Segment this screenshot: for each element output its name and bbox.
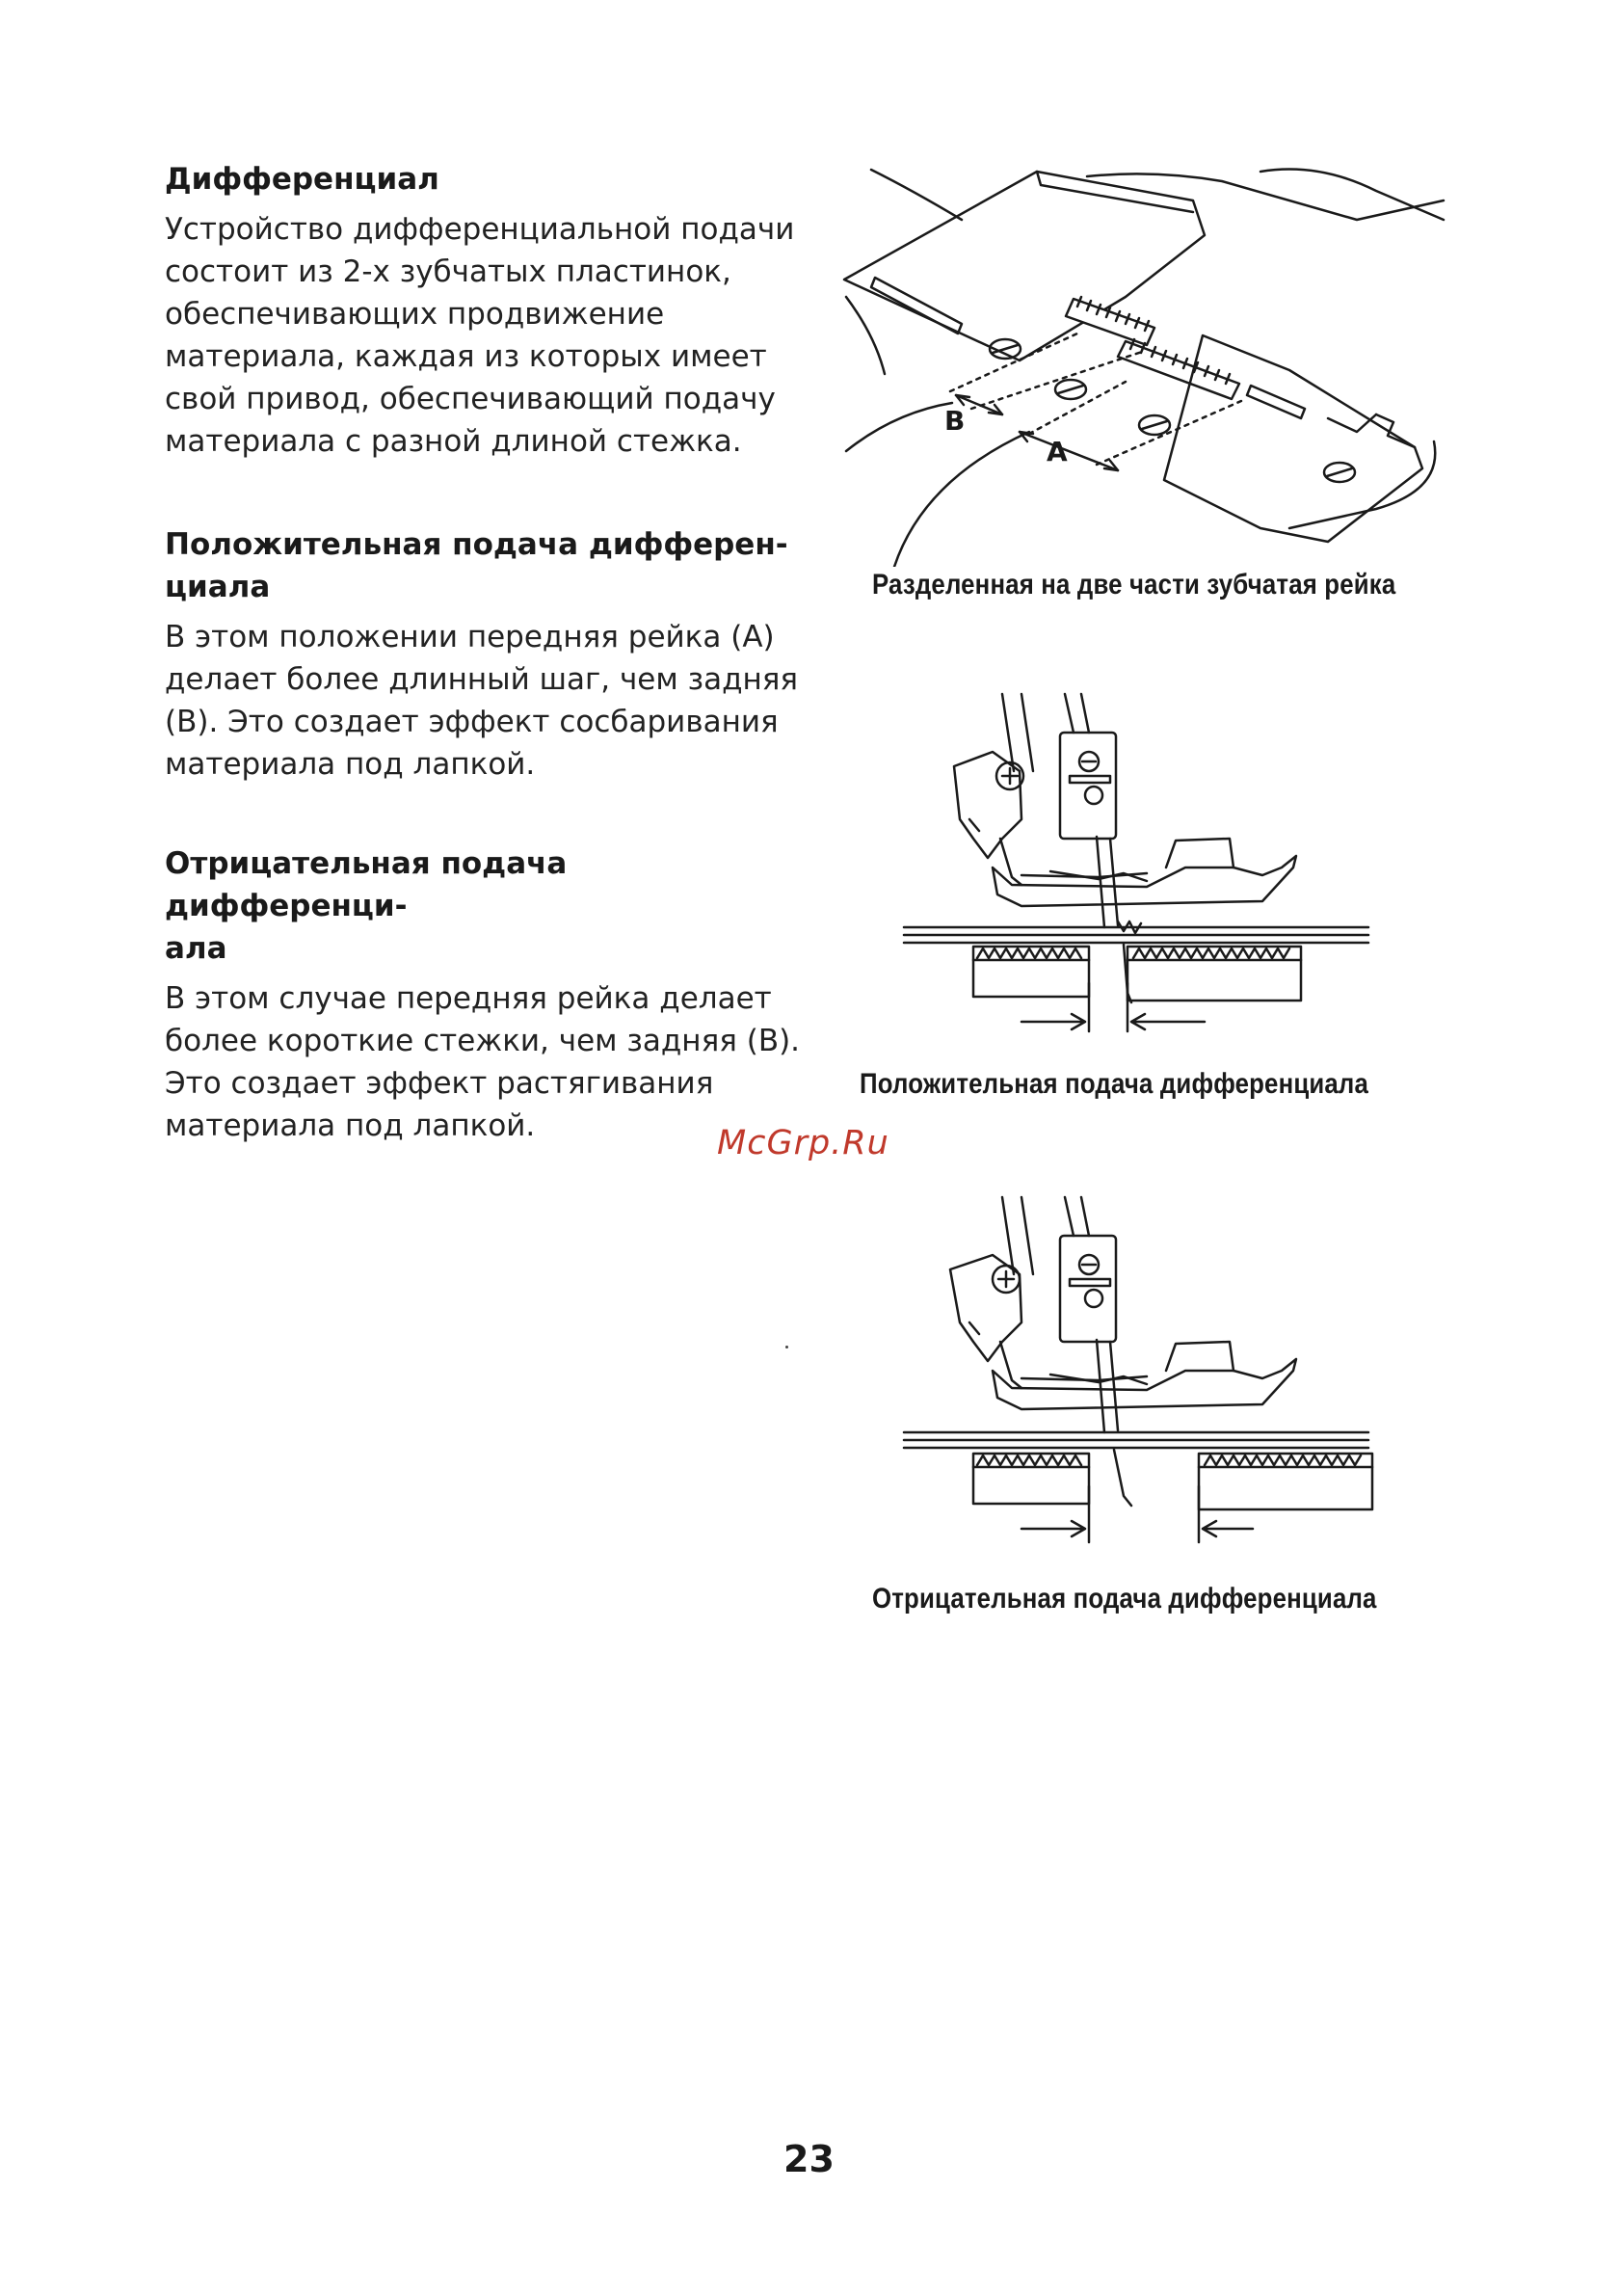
- section-heading: Дифференциал: [165, 162, 439, 197]
- figure-caption: Отрицательная подача дифференциала: [872, 1583, 1377, 1615]
- figure-negative-feed: [896, 1178, 1378, 1563]
- figure-caption: Положительная подача дифференциала: [860, 1068, 1368, 1100]
- section-heading: Отрицательная подача дифференци- ала: [165, 846, 568, 966]
- section-body: Устройство дифференциальной подачи состоит из 2-х зубчатых пластинок, обеспечивающих продвижение материала, каждая из которых имеет свой привод, обеспечивающий подачу материала с разной длиной стежка.: [165, 212, 795, 459]
- label-a: A: [1047, 436, 1068, 467]
- section-heading: Положительная подача дифферен- циала: [165, 527, 788, 604]
- section-negative-feed: [165, 842, 801, 1147]
- figure-positive-feed: [896, 675, 1378, 1060]
- section-body: В этом случае передняя рейка делает более короткие стежки, чем задняя (В). Это создает эффект растягивания материала под лапкой.: [165, 981, 801, 1143]
- watermark: McGrp.Ru: [717, 1124, 889, 1162]
- stray-dot: [785, 1346, 788, 1348]
- section-positive-feed: [165, 523, 801, 786]
- figure-caption: Разделенная на две части зубчатая рейка: [872, 569, 1396, 601]
- page-number: 23: [783, 2138, 835, 2180]
- figure-split-feed-dog: [836, 162, 1453, 567]
- section-differential: [165, 158, 801, 463]
- label-b: B: [944, 405, 966, 437]
- section-body: В этом положении передняя рейка (А) делает более длинный шаг, чем задняя (В). Это создает эффект сосбаривания материала под лапкой.: [165, 620, 799, 782]
